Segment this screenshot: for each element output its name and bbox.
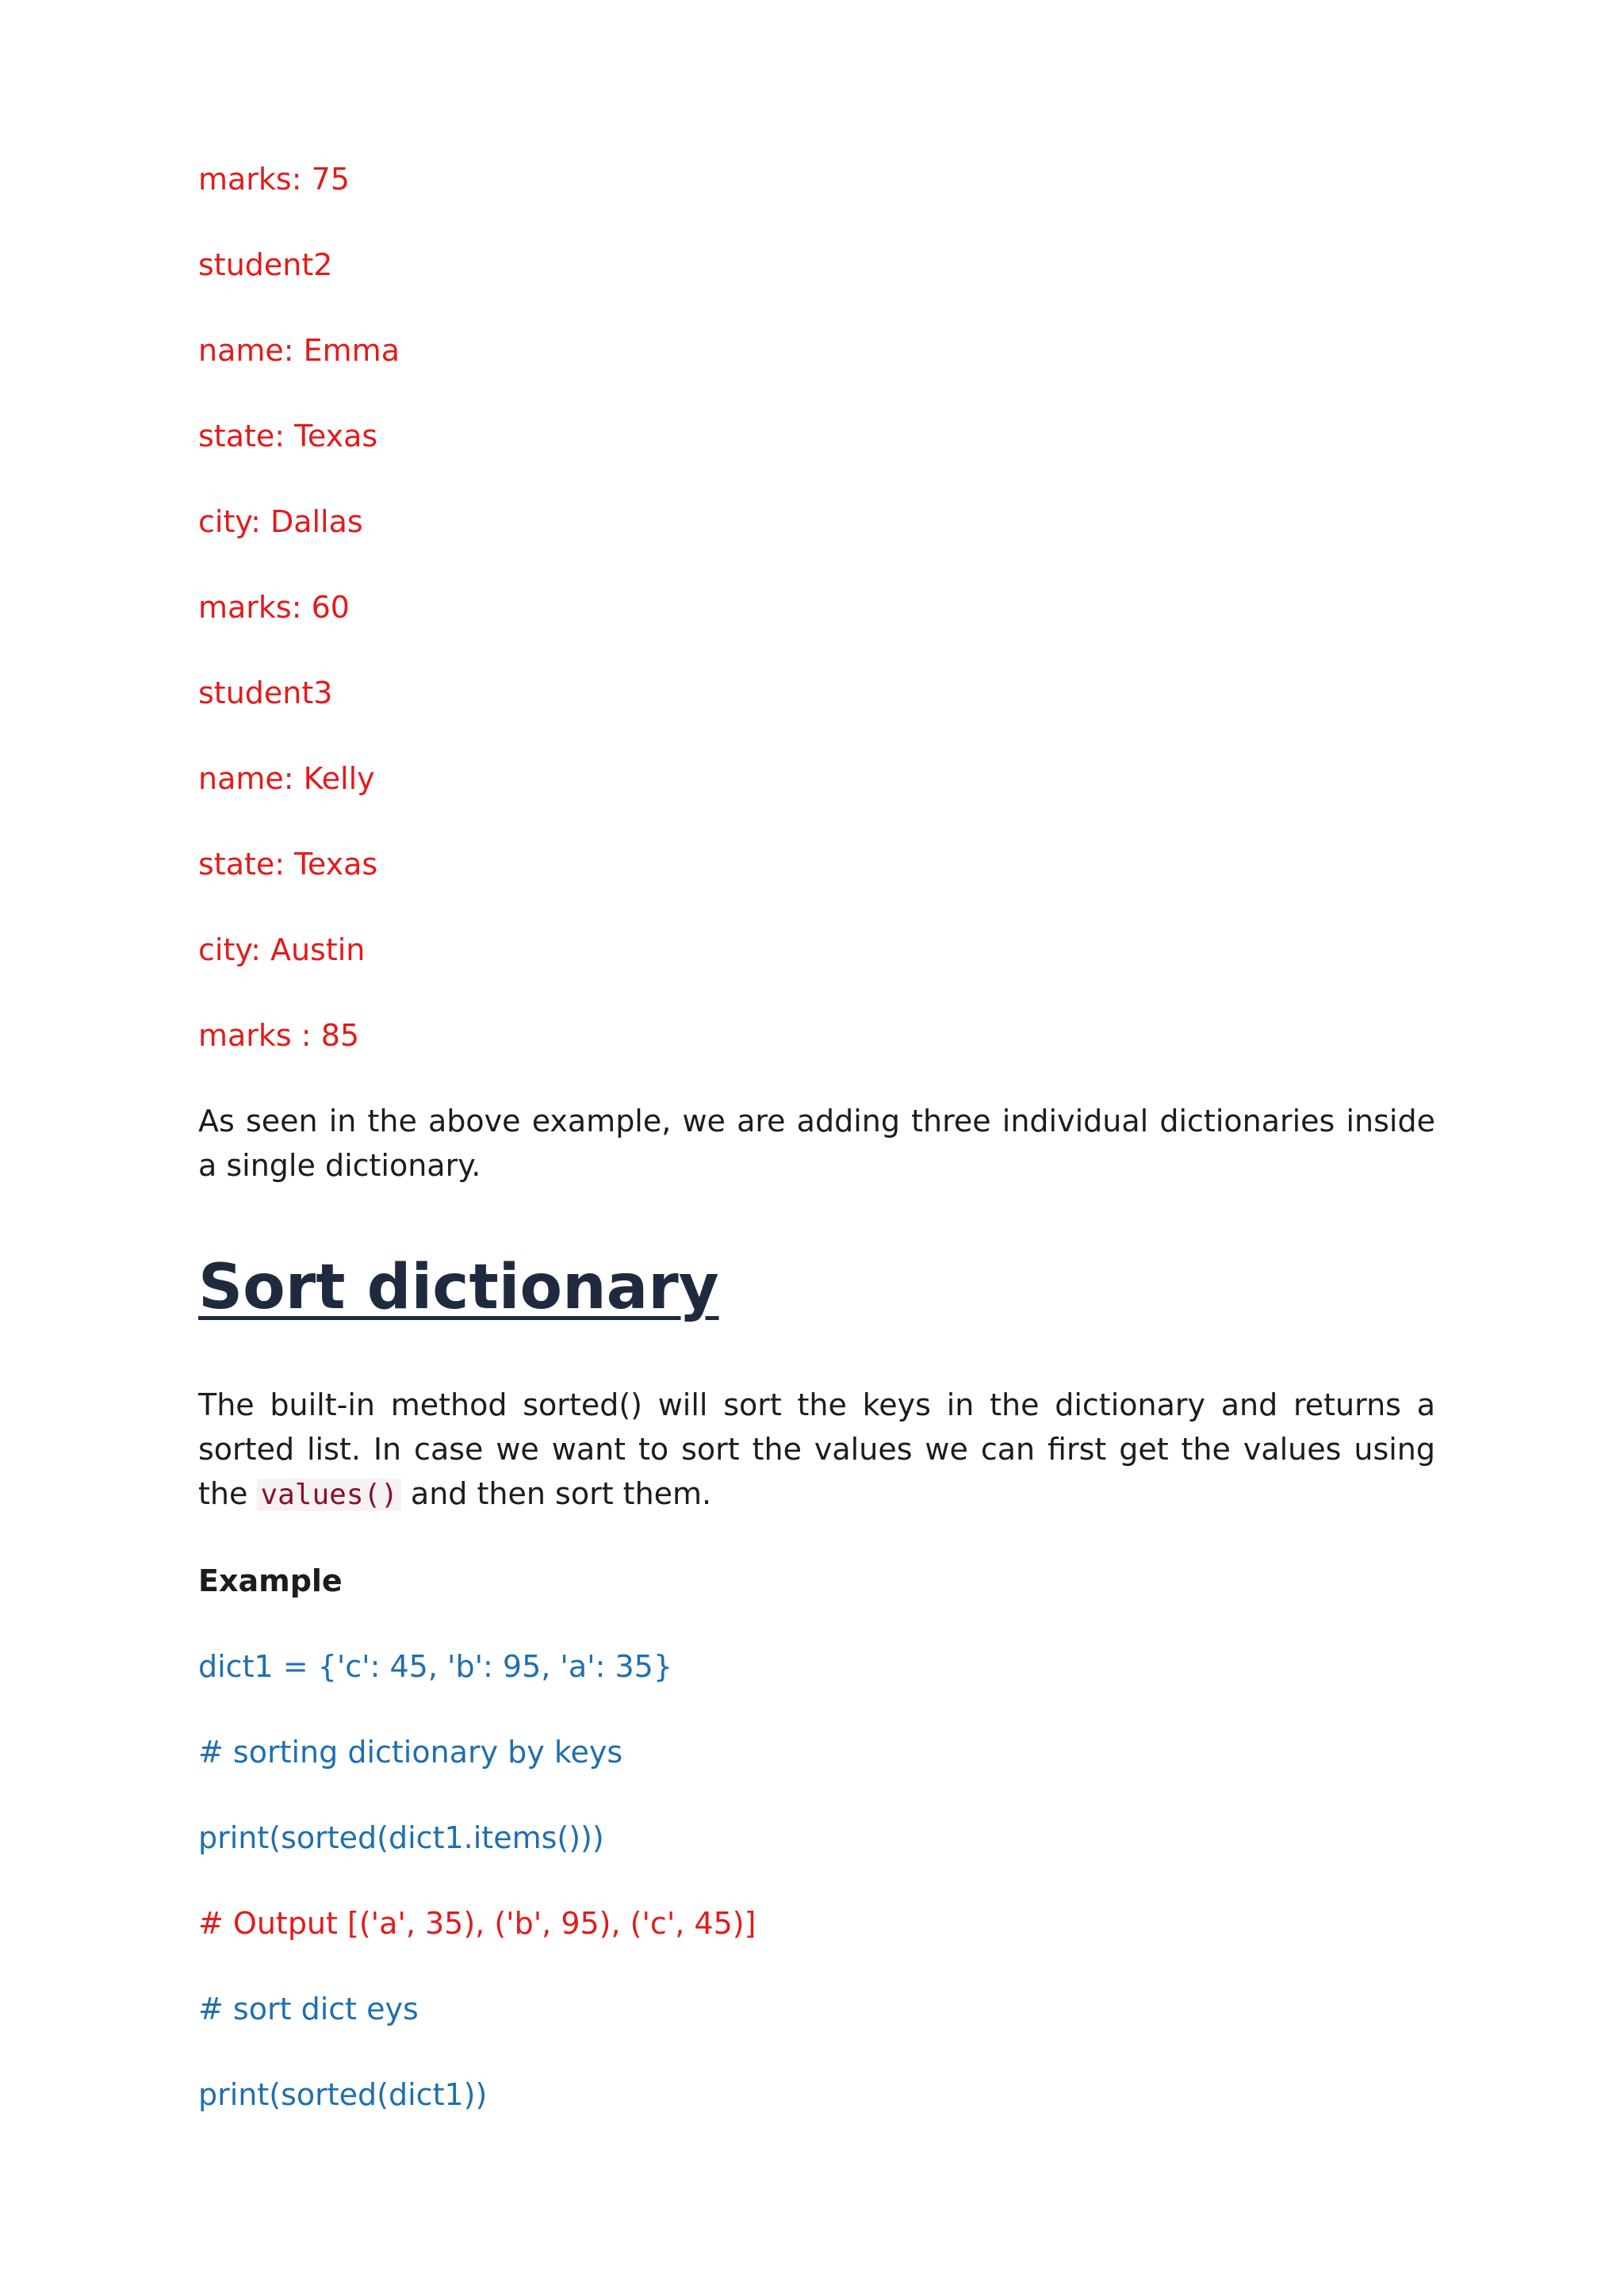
text-line: student3	[198, 675, 333, 710]
text-line: state: Texas	[198, 419, 378, 453]
text-line: name: Emma	[198, 333, 400, 368]
code-line: # sorting dictionary by keys	[198, 1735, 623, 1770]
code-line-output: # Output [('a', 35), ('b', 95), ('c', 45)]	[198, 1906, 756, 1941]
text-line: city: Dallas	[198, 504, 363, 539]
code-line: print(sorted(dict1.items()))	[198, 1820, 604, 1855]
text-line: marks: 60	[198, 590, 350, 625]
code-line: dict1 = {'c': 45, 'b': 95, 'a': 35}	[198, 1649, 672, 1684]
text-line: student2	[198, 247, 333, 282]
paragraph-text: The built-in method sorted() will sort the keys in the dictionary and returns a sorted list. In case we want to sort the values we can first get the values using the	[198, 1387, 1435, 1511]
code-line: # sort dict eys	[198, 1992, 419, 2026]
inline-code: values()	[257, 1479, 400, 1511]
document-page	[198, 157, 1435, 2158]
text-line: state: Texas	[198, 847, 378, 882]
example-label: Example	[198, 1563, 343, 1598]
paragraph-nested-dictionaries: As seen in the above example, we are adding three individual dictionaries inside a single dictionary.	[198, 1104, 1435, 1183]
paragraph-text: and then sort them.	[400, 1476, 712, 1511]
text-line: marks: 75	[198, 162, 350, 197]
code-line: print(sorted(dict1))	[198, 2077, 488, 2112]
text-line: name: Kelly	[198, 761, 375, 796]
text-line: city: Austin	[198, 932, 366, 967]
section-heading: Sort dictionary	[198, 1252, 719, 1323]
paragraph-sorted	[198, 1383, 1435, 1517]
text-line: marks : 85	[198, 1018, 360, 1053]
